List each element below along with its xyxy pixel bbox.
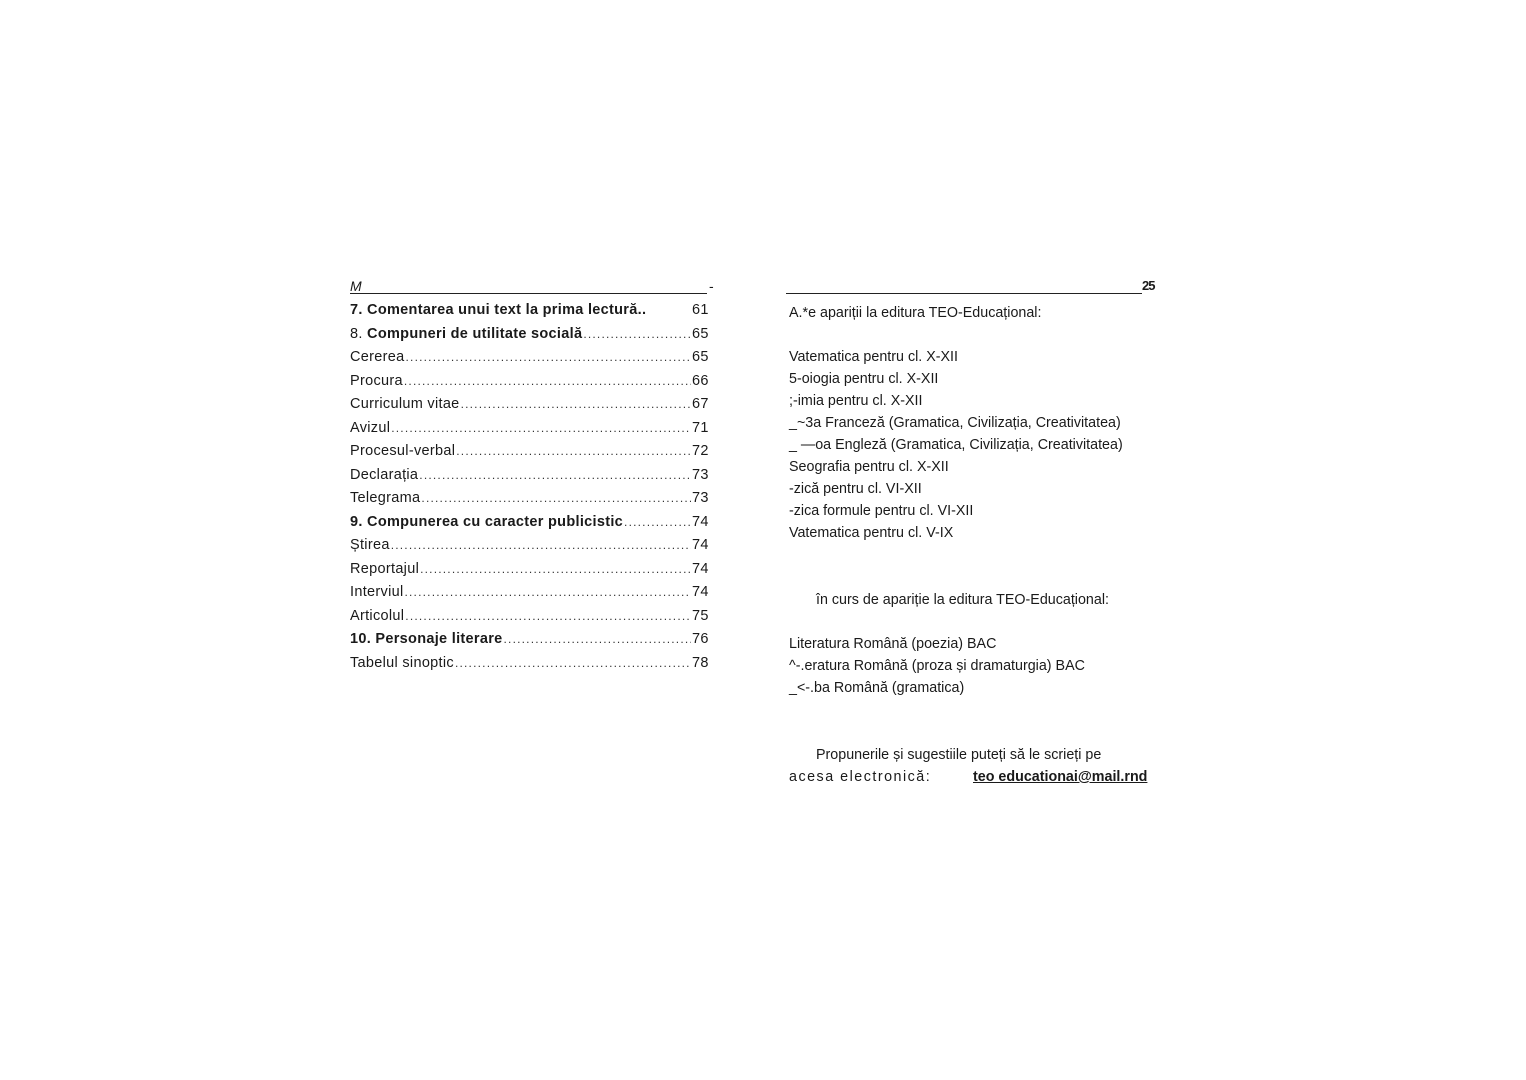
toc-entry [350,655,712,679]
toc-entry-text: Compunerea cu caracter publicistic [367,513,624,530]
toc-entry-label [350,302,646,318]
toc-entry-label [350,584,403,600]
toc-leader-dots [404,585,691,599]
toc-entry-text: Tabelul sinoptic [350,654,454,671]
toc-entry-number: 8. [350,325,363,342]
apparition-item: Seografia pentru cl. X-XII [789,459,949,475]
upcoming-section [789,589,1157,611]
toc-entry-label [350,443,455,459]
toc-entry [350,443,712,467]
apparition-item: ;-imia pentru cl. X-XII [789,393,923,409]
upcoming-item: _<-.ba Română (gramatica) [789,680,965,696]
upcoming-item: Literatura Română (poezia) BAC [789,636,997,652]
toc-entry-text: Articolul [350,607,405,624]
toc-page-number: 78 [692,654,709,671]
toc-entry [350,467,712,491]
toc-entry-label [350,373,403,389]
toc-entry-text: Declarația [350,466,419,483]
toc-entry [350,608,712,632]
toc-entry [350,349,712,373]
toc-leader-dots [419,468,691,482]
toc-entry [350,302,712,326]
suggestions-line-1: Propunerile și sugestiile puteți să le scrieți pe [816,747,1102,763]
toc-leader-dots [405,609,691,623]
toc-entry [350,514,712,538]
toc-page-number: 61 [692,302,709,318]
toc-entry [350,396,712,420]
toc-leader-dots [456,444,691,458]
toc-leader-dots [406,350,692,364]
toc-page-number: 74 [692,513,709,530]
toc-page-number: 72 [692,443,709,459]
suggestions-section [789,744,1157,788]
toc-entry-text: Personaje literare [375,631,503,647]
toc-leader-dots [461,397,691,411]
page-number: 25 [1142,278,1155,293]
toc-entry [350,584,712,608]
toc-entry-text: Procesul-verbal [350,443,456,459]
toc-entry-text: Procura [350,372,403,389]
toc-entry-label [350,631,503,647]
toc-leader-dots [391,538,691,552]
toc-page-number: 73 [692,466,709,483]
toc-entry-label [350,514,623,530]
toc-entry-label [350,655,454,671]
toc-entry-label [350,467,418,483]
upcoming-heading: în curs de apariție la editura TEO-Educațional: [816,592,1109,608]
toc-page-number: 66 [692,372,709,389]
header-dash: - [709,278,714,294]
toc-entry-text: Reportajul [350,560,420,577]
toc-entry-label [350,349,405,365]
toc-page-number: 75 [692,607,709,624]
toc-entry-text: Comentarea unui text la prima lectură.. [367,302,647,318]
toc-entry-label [350,537,390,553]
toc-entry-label [350,490,420,506]
apparition-item: _~3a Franceză (Gramatica, Civilizația, Creativitatea) [789,415,1121,431]
toc-leader-dots [421,491,691,505]
toc-entry-text: Curriculum vitae [350,396,460,412]
toc-entry-label [350,561,419,577]
upcoming-list [789,633,1157,699]
toc-page-number: 67 [692,396,709,412]
toc-entry-number: 7. [350,302,363,318]
upcoming-item: ^-.eratura Română (proza și dramaturgia) BAC [789,658,1085,674]
toc-page-number: 76 [692,631,709,647]
toc-page-number: 71 [692,419,709,436]
toc-leader-dots [404,374,691,388]
toc-entry-label [350,326,582,342]
toc-entry [350,490,712,514]
toc-page-number: 65 [692,349,709,365]
apparition-item: -zica formule pentru cl. VI-XII [789,503,974,519]
toc-entry [350,420,712,444]
toc-entry [350,561,712,585]
toc-entry [350,326,712,350]
toc-entry-label [350,420,390,436]
header-letter: M [350,278,362,294]
toc-leader-dots [624,515,691,529]
toc-entry-text: Interviul [350,584,404,600]
toc-leader-dots [455,656,691,670]
toc-entry-text: Avizul [350,419,391,436]
toc-entry-label [350,396,460,412]
toc-entry-number: 9. [350,513,363,530]
apparition-item: 5-oiogia pentru cl. X-XII [789,371,939,387]
toc-leader-dots [391,421,691,435]
toc-page-number: 73 [692,490,709,506]
apparitions-section [789,302,1157,324]
toc-entry-text: Cererea [350,349,405,365]
apparition-item: _ —oa Engleză (Gramatica, Civilizația, Creativitatea) [789,437,1123,453]
toc-entry [350,373,712,397]
apparition-item: Vatematica pentru cl. V-IX [789,525,954,541]
toc-page-number: 65 [692,325,709,342]
toc-entry [350,631,712,655]
toc-leader-dots [504,632,691,646]
suggestions-line-2 [789,766,1157,788]
apparitions-heading: A.*e apariții la editura TEO-Educațional: [789,305,1042,321]
toc-leader-dots [583,327,691,341]
apparition-item: -zică pentru cl. VI-XII [789,481,922,497]
left-page-header [350,279,707,294]
toc-entry-number: 10. [350,631,372,647]
email-link[interactable]: teo educationai@mail.rnd [973,769,1148,785]
apparitions-list [789,346,1157,544]
toc-entry-label [350,608,404,624]
right-page-header [786,279,1142,294]
toc-leader-dots [420,562,691,576]
toc-entry-text: Știrea [350,537,390,553]
toc-entry-text: Telegrama [350,490,421,506]
table-of-contents [350,302,712,678]
toc-entry-text: Compuneri de utilitate socială [367,325,583,342]
suggestions-label: acesa electronică: [789,769,932,785]
apparition-item: Vatematica pentru cl. X-XII [789,349,958,365]
toc-entry [350,537,712,561]
toc-page-number: 74 [692,560,709,577]
toc-page-number: 74 [692,537,709,553]
toc-page-number: 74 [692,584,709,600]
